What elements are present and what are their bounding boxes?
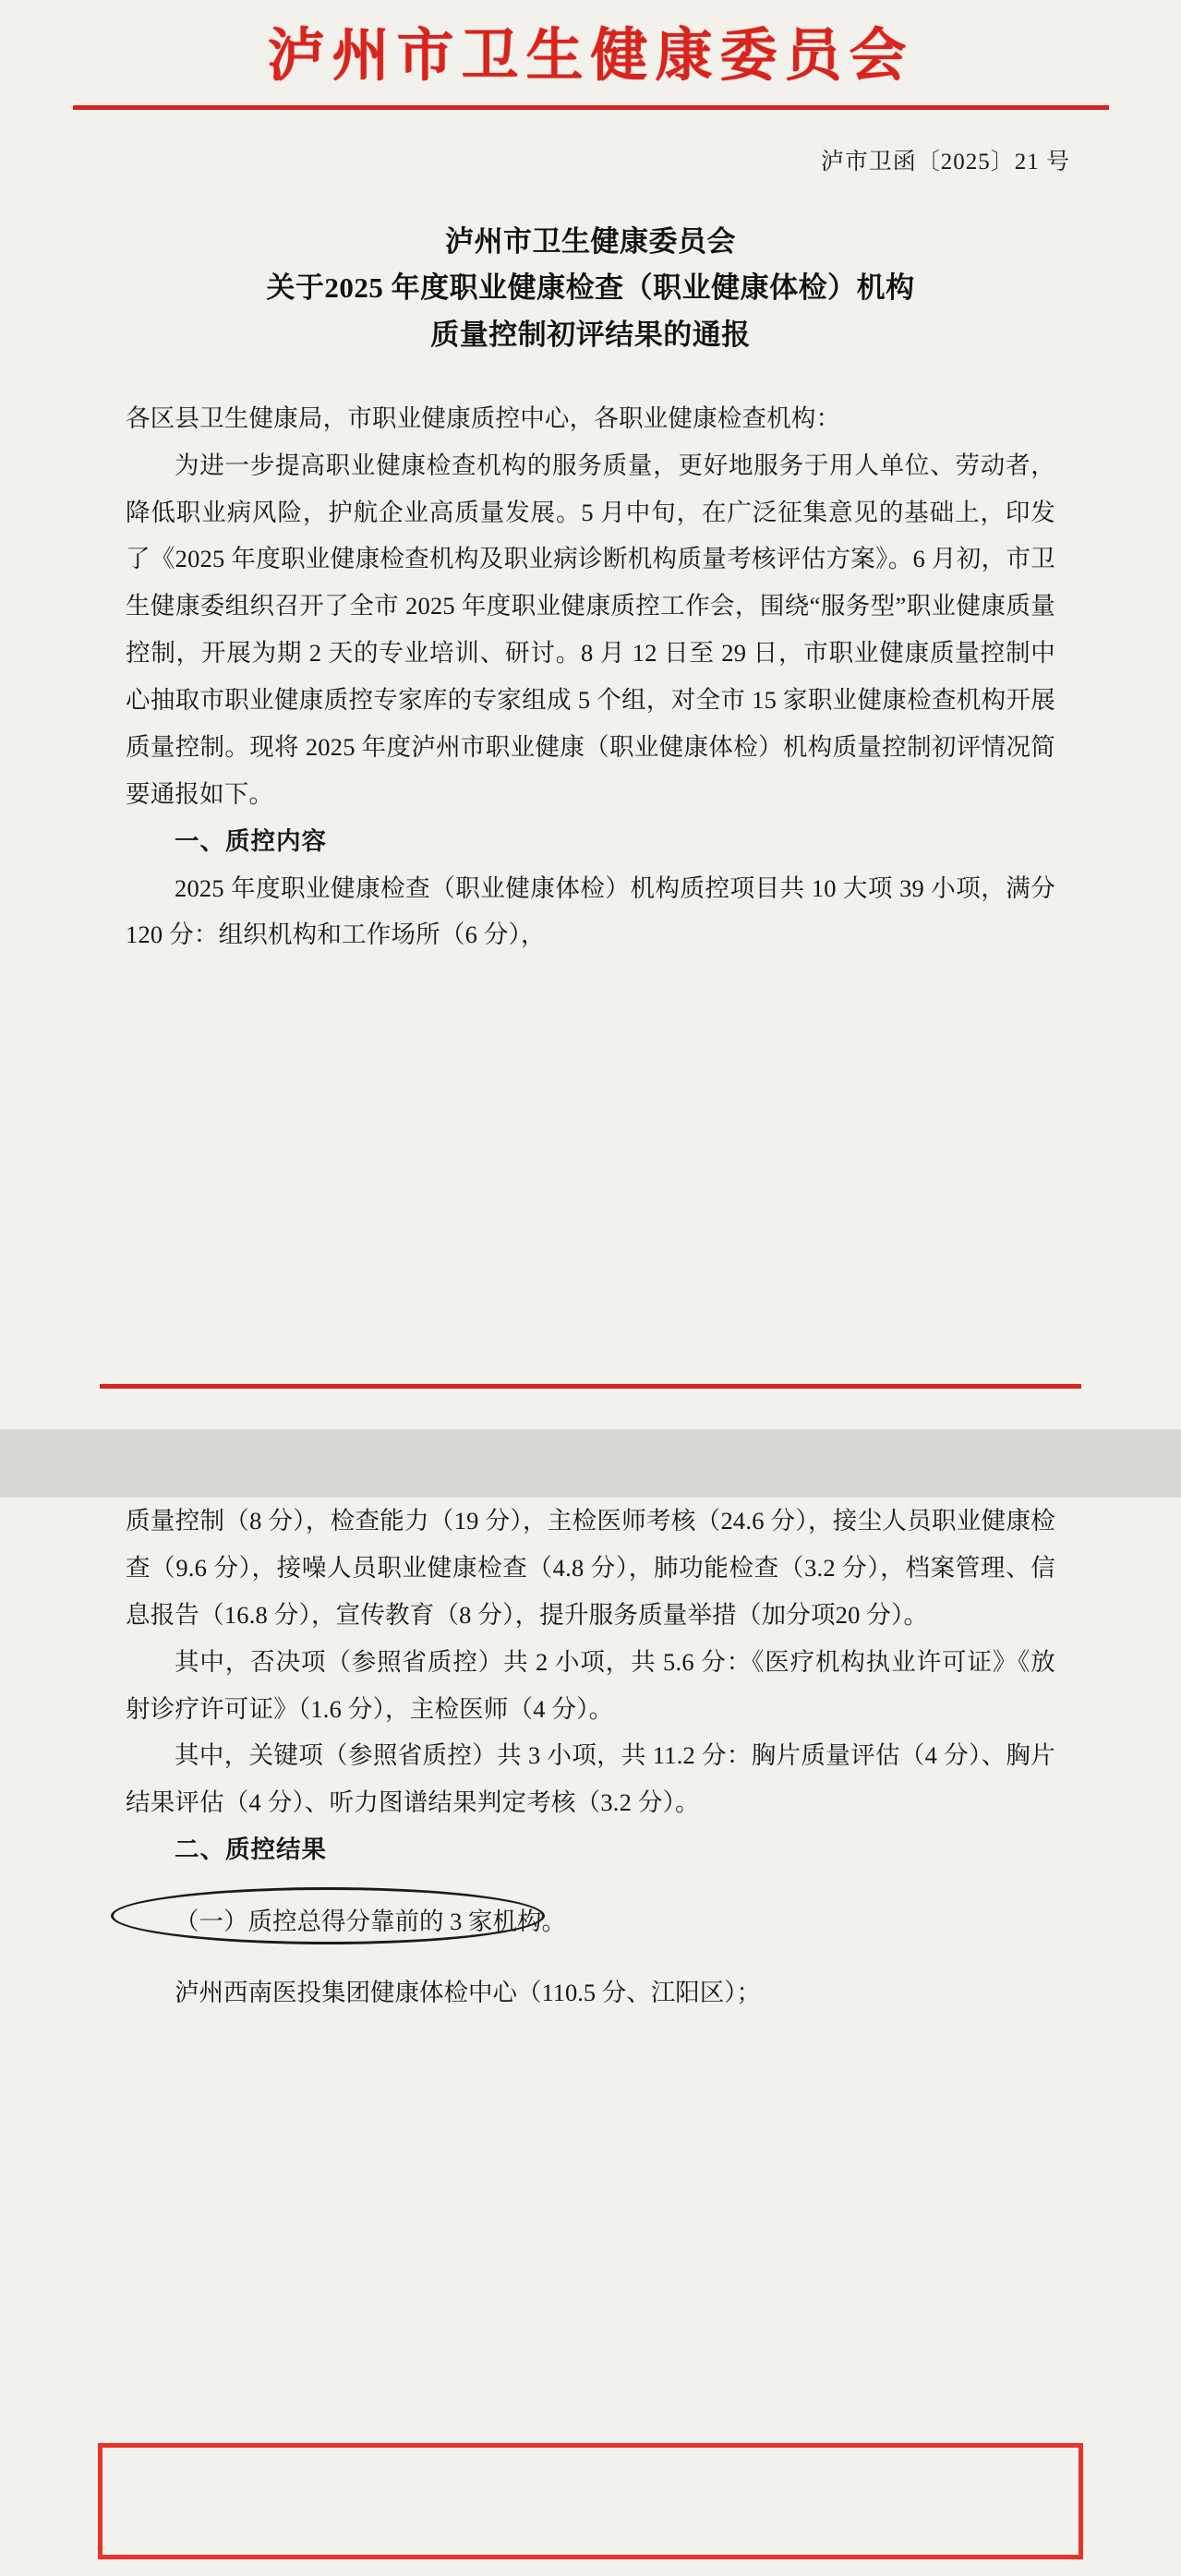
masthead xyxy=(0,0,1181,110)
page-title-line-3: 质量控制初评结果的通报 xyxy=(430,318,751,351)
section-2-item-1: （一）质控总得分靠前的 3 家机构。 xyxy=(175,1907,566,1935)
body-text-page-2 xyxy=(0,1498,1181,1873)
section-2-content xyxy=(0,1898,1181,2016)
paragraph-1: 为进一步提高职业健康检查机构的服务质量，更好地服务于用人单位、劳动者，降低职业病风险，护航企业高质量发展。5 月中旬，在广泛征集意见的基础上，印发了《2025 年度职业健康检查机构及职业病诊断机构质量考核评估方案》。6 月初，市卫生健康委组织召开了全市 2025 年度职业健康质控工作会，围绕“服务型”职业健康质量控制，开展为期 2 天的专业培训、研讨。8 月 12 日至 29 日，市职业健康质量控制中心抽取市职业健康质控专家库的专家组成 5 个组，对全市 15 家职业健康检查机构开展质量控制。现将 2025 年度泸州市职业健康（职业健康体检）机构质量控制初评情况简要通报如下。 xyxy=(126,451,1055,808)
page-title-line-2: 关于2025 年度职业健康检查（职业健康体检）机构 xyxy=(266,271,915,305)
page-title-line-1: 泸州市卫生健康委员会 xyxy=(445,225,736,259)
section-1-paragraph-1-continued: 质量控制（8 分），检查能力（19 分），主检医师考核（24.6 分），接尘人员职业健康检查（9.6 分），接噪人员职业健康检查（4.8 分），肺功能检查（3.2 分），档案管理、信息报告（16.8 分），宣传教育（8 分），提升服务质量举措（加分项20 分）。 xyxy=(126,1507,1055,1629)
section-1-paragraph-1: 2025 年度职业健康检查（职业健康体检）机构质控项目共 10 大项 39 小项，满分 120 分：组织机构和工作场所（6 分）， xyxy=(126,873,1055,949)
section-1-heading: 一、质控内容 xyxy=(175,826,327,855)
masthead-title: 泸州市卫生健康委员会 xyxy=(267,21,914,89)
body-text-page-1 xyxy=(0,395,1181,959)
section-2-item-1-line-1: 泸州西南医投集团健康体检中心（110.5 分、江阳区）； xyxy=(175,1978,762,2006)
page-title xyxy=(0,219,1181,358)
red-highlight-box-annotation xyxy=(98,2443,1083,2559)
document-sheet-page-2 xyxy=(0,1498,1181,2576)
section-2-item-1-wrap xyxy=(126,1898,1055,1945)
addressee-line: 各区县卫生健康局，市职业健康质控中心，各职业健康检查机构： xyxy=(126,403,841,432)
section-2-heading: 二、质控结果 xyxy=(175,1836,327,1864)
section-1-paragraph-2: 其中，否决项（参照省质控）共 2 小项，共 5.6 分：《医疗机构执业许可证》《放射诊疗许可证》（1.6 分），主检医师（4 分）。 xyxy=(126,1647,1055,1723)
section-1-paragraph-3: 其中，关键项（参照省质控）共 3 小项，共 11.2 分：胸片质量评估（4 分）、胸片结果评估（4 分）、听力图谱结果判定考核（3.2 分）。 xyxy=(126,1741,1055,1817)
page-1-footer-red-rule xyxy=(100,1384,1081,1389)
document-number: 泸市卫函〔2025〕21 号 xyxy=(820,150,1070,175)
masthead-red-rule xyxy=(73,105,1109,110)
